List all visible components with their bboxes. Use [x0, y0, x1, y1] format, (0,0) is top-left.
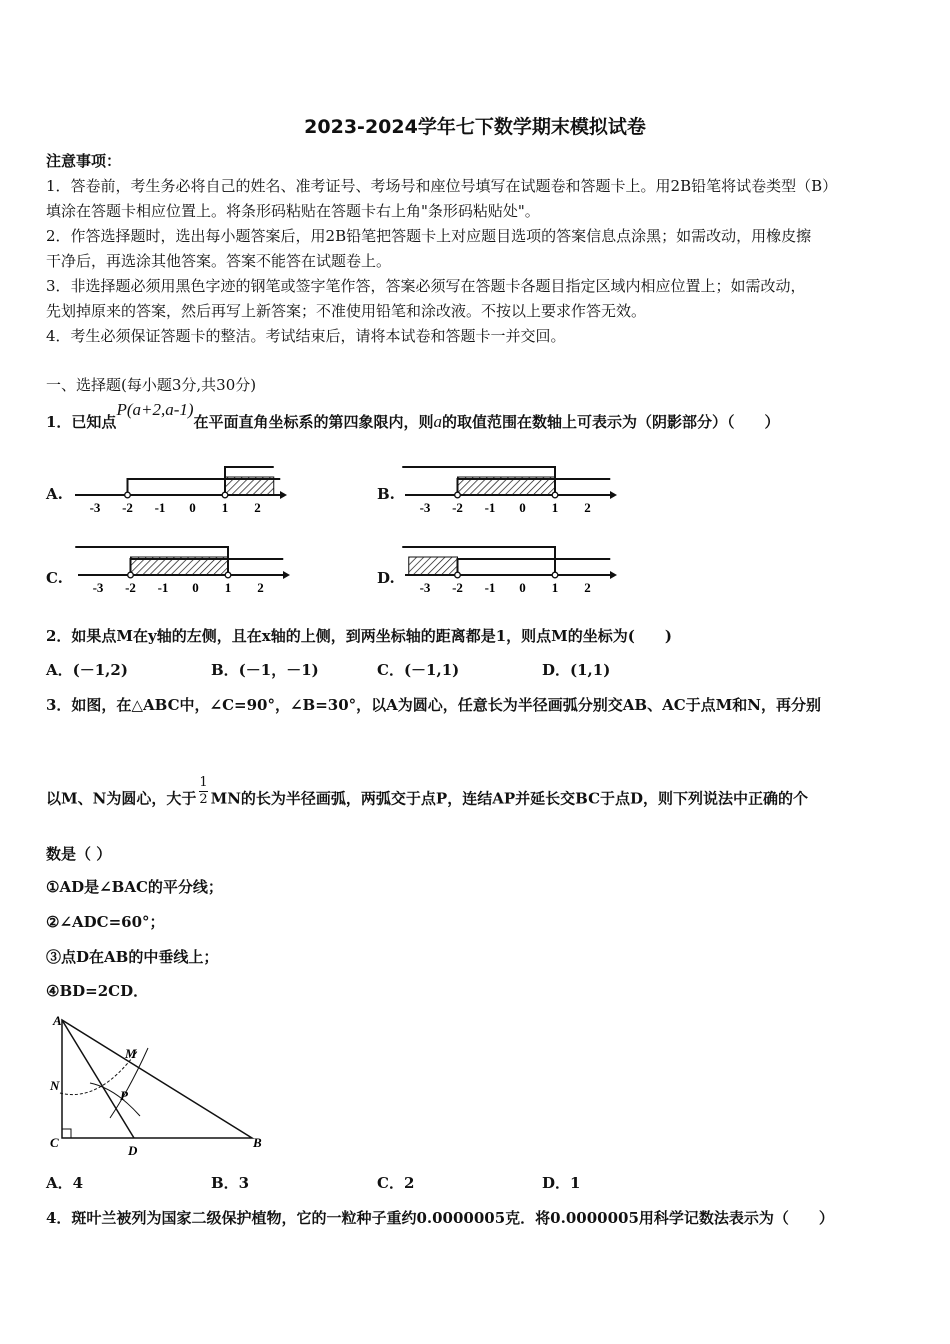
- notes-heading: 注意事项：: [46, 152, 122, 170]
- q1-middle: 在平面直角坐标系的第四象限内，则: [193, 413, 434, 431]
- tick-label: 1: [224, 580, 232, 595]
- q2-option-d: D．(1,1): [542, 661, 611, 679]
- q1-option-c-label: C.: [46, 569, 63, 587]
- q3-statement: ①AD是∠BAC的平分线；: [46, 878, 223, 896]
- q1-suffix: 的取值范围在数轴上可表示为（阴影部分）（ ）: [442, 413, 780, 431]
- tick-label: -3: [89, 500, 101, 515]
- label-m: M: [125, 1046, 137, 1061]
- tick-label: -3: [419, 500, 431, 515]
- q3-line3: 数是（ ）: [46, 845, 112, 863]
- q4-text: 4．斑叶兰被列为国家二级保护植物，它的一粒种子重约0.0000005克．将0.0000005用科学记数法表示为（ ）: [46, 1209, 834, 1227]
- q2-option-a: A．(－1,2): [46, 661, 128, 679]
- q1-option-a-label: A.: [46, 485, 63, 503]
- label-b: B: [253, 1135, 262, 1150]
- q1-var: a: [433, 412, 443, 431]
- open-endpoint: [552, 572, 558, 578]
- open-endpoint: [455, 572, 461, 578]
- q3-line2-start: 以M、N为圆心，大于: [46, 789, 197, 808]
- label-c: C: [50, 1135, 59, 1150]
- open-endpoint: [455, 492, 461, 498]
- tick-label: -1: [484, 500, 496, 515]
- tick-label: 2: [257, 580, 264, 595]
- axis-arrow: [610, 571, 617, 579]
- tick-label: 0: [192, 580, 199, 595]
- tick-label: -1: [484, 580, 496, 595]
- tick-label: -1: [157, 580, 169, 595]
- tick-label: 0: [519, 580, 526, 595]
- note-line: 2．作答选择题时，选出每小题答案后，用2B铅笔把答题卡上对应题目选项的答案信息点涂黑；如需改动，用橡皮擦: [46, 227, 812, 245]
- tick-label: -1: [154, 500, 166, 515]
- number-line-a: [75, 460, 285, 520]
- shaded-region: [409, 557, 458, 575]
- q3-option-b: B．3: [211, 1174, 250, 1192]
- note-line: 干净后，再选涂其他答案。答案不能答在试题卷上。: [46, 252, 392, 270]
- tick-label: 2: [254, 500, 261, 515]
- open-endpoint: [225, 572, 231, 578]
- label-n: N: [50, 1078, 60, 1093]
- q2-text: 2．如果点M在y轴的左侧，且在x轴的上侧，到两坐标轴的距离都是1，则点M的坐标为( ): [46, 627, 672, 645]
- q2-option-c: C．(－1,1): [377, 661, 460, 679]
- number-line-b: [405, 460, 615, 520]
- fraction-numerator: 1: [199, 775, 208, 790]
- tick-label: 1: [551, 580, 559, 595]
- q3-line1: 3．如图，在△ABC中，∠C=90°，∠B=30°，以A为圆心，任意长为半径画弧分别交AB、AC于点M和N，再分别: [46, 696, 821, 714]
- axis-arrow: [280, 491, 287, 499]
- open-endpoint: [125, 492, 131, 498]
- triangle-figure: [40, 1008, 280, 1168]
- tick-label: 2: [584, 500, 591, 515]
- note-line: 先划掉原来的答案，然后再写上新答案；不准使用铅笔和涂改液。不按以上要求作答无效。: [46, 302, 647, 320]
- tick-label: -2: [125, 580, 136, 595]
- label-p: P: [120, 1088, 128, 1103]
- number-line-d: [405, 540, 615, 600]
- q1-text: [46, 400, 780, 432]
- open-endpoint: [128, 572, 134, 578]
- segment-ad: [62, 1020, 134, 1138]
- q2-option-b: B．(－1，－1): [211, 661, 319, 679]
- tick-label: -2: [452, 500, 463, 515]
- tick-label: 1: [551, 500, 559, 515]
- section-heading: 一、选择题(每小题3分,共30分): [46, 376, 257, 394]
- note-line: 填涂在答题卡相应位置上。将条形码粘贴在答题卡右上角"条形码粘贴处"。: [46, 202, 540, 220]
- q3-statement: ③点D在AB的中垂线上；: [46, 948, 219, 966]
- label-d: D: [128, 1143, 138, 1158]
- q3-option-a: A．4: [46, 1174, 84, 1192]
- axis-arrow: [610, 491, 617, 499]
- page-title: 2023-2024学年七下数学期末模拟试卷: [304, 116, 646, 138]
- number-line-c: [78, 540, 288, 600]
- tick-label: -2: [452, 580, 463, 595]
- axis-arrow: [283, 571, 290, 579]
- q1-option-b-label: B.: [377, 485, 395, 503]
- q3-statement: ②∠ADC=60°；: [46, 913, 165, 931]
- fraction-denominator: 2: [199, 792, 208, 807]
- tick-label: -2: [122, 500, 133, 515]
- q1-prefix: 1．已知点: [46, 413, 117, 431]
- note-line: 3．非选择题必须用黑色字迹的钢笔或签字笔作答，答案必须写在答题卡各题目指定区域内相应位置上；如需改动，: [46, 277, 806, 295]
- tick-label: 2: [584, 580, 591, 595]
- tick-label: 0: [519, 500, 526, 515]
- note-line: 1．答卷前，考生务必将自己的姓名、准考证号、考场号和座位号填写在试题卷和答题卡上。用2B铅笔将试卷类型（B）: [46, 177, 838, 195]
- tick-label: 1: [221, 500, 229, 515]
- open-endpoint: [552, 492, 558, 498]
- q3-line2: [46, 775, 809, 816]
- q3-statement: ④BD=2CD．: [46, 982, 149, 1000]
- triangle-abc: [62, 1020, 252, 1138]
- range-line-gt-minus2: [458, 559, 611, 575]
- tick-label: 0: [189, 500, 196, 515]
- q3-option-c: C．2: [377, 1174, 415, 1192]
- q1-option-d-label: D.: [377, 569, 395, 587]
- open-endpoint: [222, 492, 228, 498]
- label-a: A: [53, 1013, 62, 1028]
- right-angle-mark: [62, 1129, 71, 1138]
- q1-formula: P(a+2,a-1): [116, 400, 194, 419]
- q3-option-d: D．1: [542, 1174, 581, 1192]
- note-line: 4．考生必须保证答题卡的整洁。考试结束后，请将本试卷和答题卡一并交回。: [46, 327, 566, 345]
- tick-label: -3: [92, 580, 104, 595]
- tick-label: -3: [419, 580, 431, 595]
- q3-line2-end: MN的长为半径画弧，两弧交于点P，连结AP并延长交BC于点D，则下列说法中正确的个: [210, 789, 809, 808]
- fraction-half: [199, 775, 207, 808]
